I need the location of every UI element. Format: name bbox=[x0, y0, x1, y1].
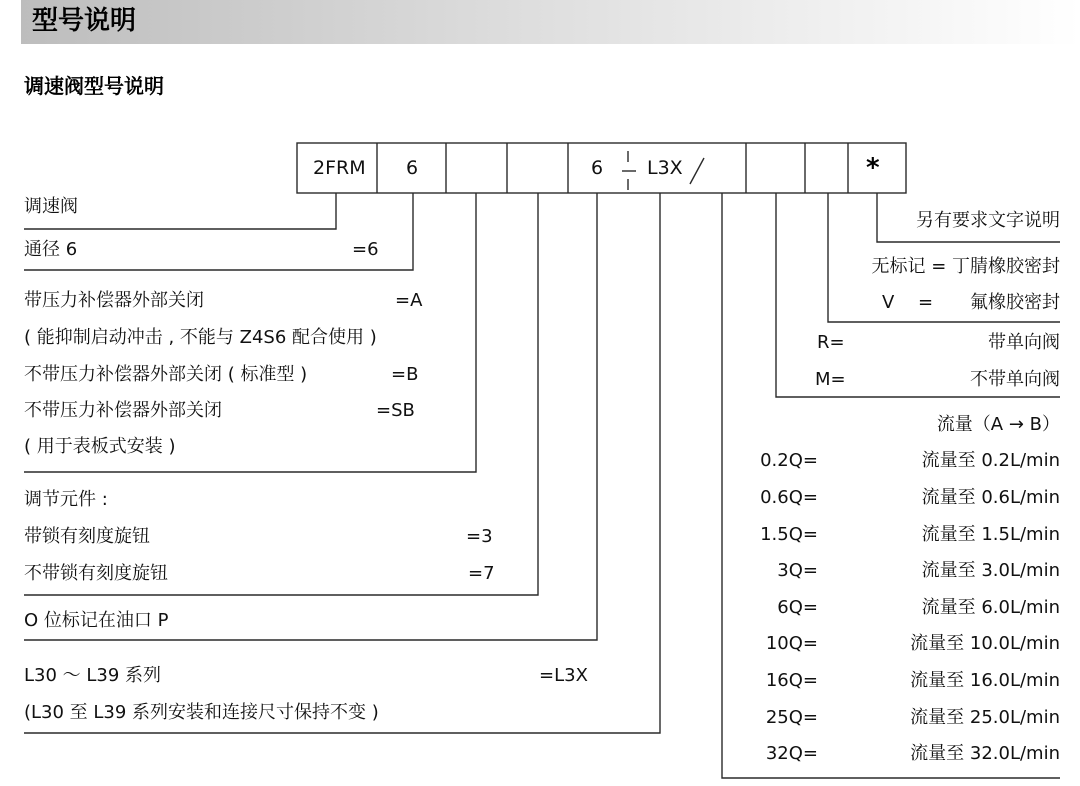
leader-series bbox=[24, 193, 660, 733]
flow-code: 10Q= bbox=[765, 633, 818, 654]
code-size: 6 bbox=[406, 157, 419, 179]
check-r-desc: 带单向阀 bbox=[988, 332, 1060, 353]
adjust-7: 不带锁有刻度旋钮 bbox=[24, 563, 168, 584]
nominal-size-label: 通径 6 bbox=[24, 239, 78, 260]
pressure-comp-a: 带压力补偿器外部关闭 bbox=[24, 290, 204, 311]
flow-desc: 流量至 10.0L/min bbox=[910, 633, 1060, 654]
pressure-comp-sb-code: =SB bbox=[376, 400, 415, 421]
seal-v-desc: 氟橡胶密封 bbox=[970, 292, 1060, 313]
flow-code: 1.5Q= bbox=[760, 524, 818, 545]
code-series: 2FRM bbox=[313, 157, 366, 179]
series-code: =L3X bbox=[539, 665, 588, 686]
flow-code: 3Q= bbox=[777, 560, 818, 581]
nominal-size-code: =6 bbox=[352, 239, 379, 260]
flow-code: 16Q= bbox=[765, 670, 818, 691]
flow-heading: 流量（A → B） bbox=[936, 414, 1060, 435]
adjust-3: 带锁有刻度旋钮 bbox=[24, 526, 150, 547]
pressure-comp-b-code: =B bbox=[391, 364, 419, 385]
flow-desc: 流量至 0.6L/min bbox=[921, 487, 1060, 508]
section-title: 调速阀型号说明 bbox=[24, 74, 164, 98]
adjust-heading: 调节元件 : bbox=[24, 489, 108, 510]
code-slash bbox=[690, 158, 704, 184]
seal-v-code: V bbox=[882, 292, 895, 313]
pressure-comp-a-note: ( 能抑制启动冲击 , 不能与 Z4S6 配合使用 ) bbox=[24, 327, 377, 348]
series-note: (L30 至 L39 系列安装和连接尺寸保持不变 ) bbox=[24, 702, 379, 723]
check-m-desc: 不带单向阀 bbox=[970, 369, 1060, 390]
flow-code: 6Q= bbox=[777, 597, 818, 618]
flow-desc: 流量至 16.0L/min bbox=[910, 670, 1060, 691]
pressure-comp-b: 不带压力补偿器外部关闭 ( 标准型 ) bbox=[24, 364, 308, 385]
flow-desc: 流量至 32.0L/min bbox=[910, 743, 1060, 764]
flow-desc: 流量至 3.0L/min bbox=[921, 560, 1060, 581]
flow-desc: 流量至 6.0L/min bbox=[921, 597, 1060, 618]
page-title: 型号说明 bbox=[32, 6, 137, 36]
flow-code: 0.2Q= bbox=[760, 450, 818, 471]
code-l3x: L3X bbox=[647, 157, 683, 179]
flow-desc: 流量至 1.5L/min bbox=[921, 524, 1060, 545]
check-r-code: R= bbox=[817, 332, 845, 353]
series-line: L30 ～ L39 系列 bbox=[24, 665, 162, 686]
seal-v-eq: = bbox=[918, 292, 934, 313]
check-m-code: M= bbox=[815, 369, 846, 390]
flow-desc: 流量至 0.2L/min bbox=[921, 450, 1060, 471]
flow-code: 0.6Q= bbox=[760, 487, 818, 508]
valve-name: 调速阀 bbox=[24, 196, 78, 217]
flow-desc: 流量至 25.0L/min bbox=[910, 707, 1060, 728]
code-star: * bbox=[866, 153, 880, 183]
other-requirements: 另有要求文字说明 bbox=[916, 210, 1060, 231]
pressure-comp-sb-note: ( 用于表板式安装 ) bbox=[24, 436, 176, 457]
pressure-comp-sb: 不带压力补偿器外部关闭 bbox=[24, 400, 222, 421]
adjust-3-code: =3 bbox=[466, 526, 493, 547]
pressure-comp-a-code: =A bbox=[395, 290, 423, 311]
code-six: 6 bbox=[591, 157, 604, 179]
flow-code: 32Q= bbox=[765, 743, 818, 764]
o-position: O 位标记在油口 P bbox=[24, 610, 169, 631]
seal-none: 无标记 = 丁腈橡胶密封 bbox=[871, 256, 1060, 277]
flow-code: 25Q= bbox=[765, 707, 818, 728]
adjust-7-code: =7 bbox=[468, 563, 495, 584]
